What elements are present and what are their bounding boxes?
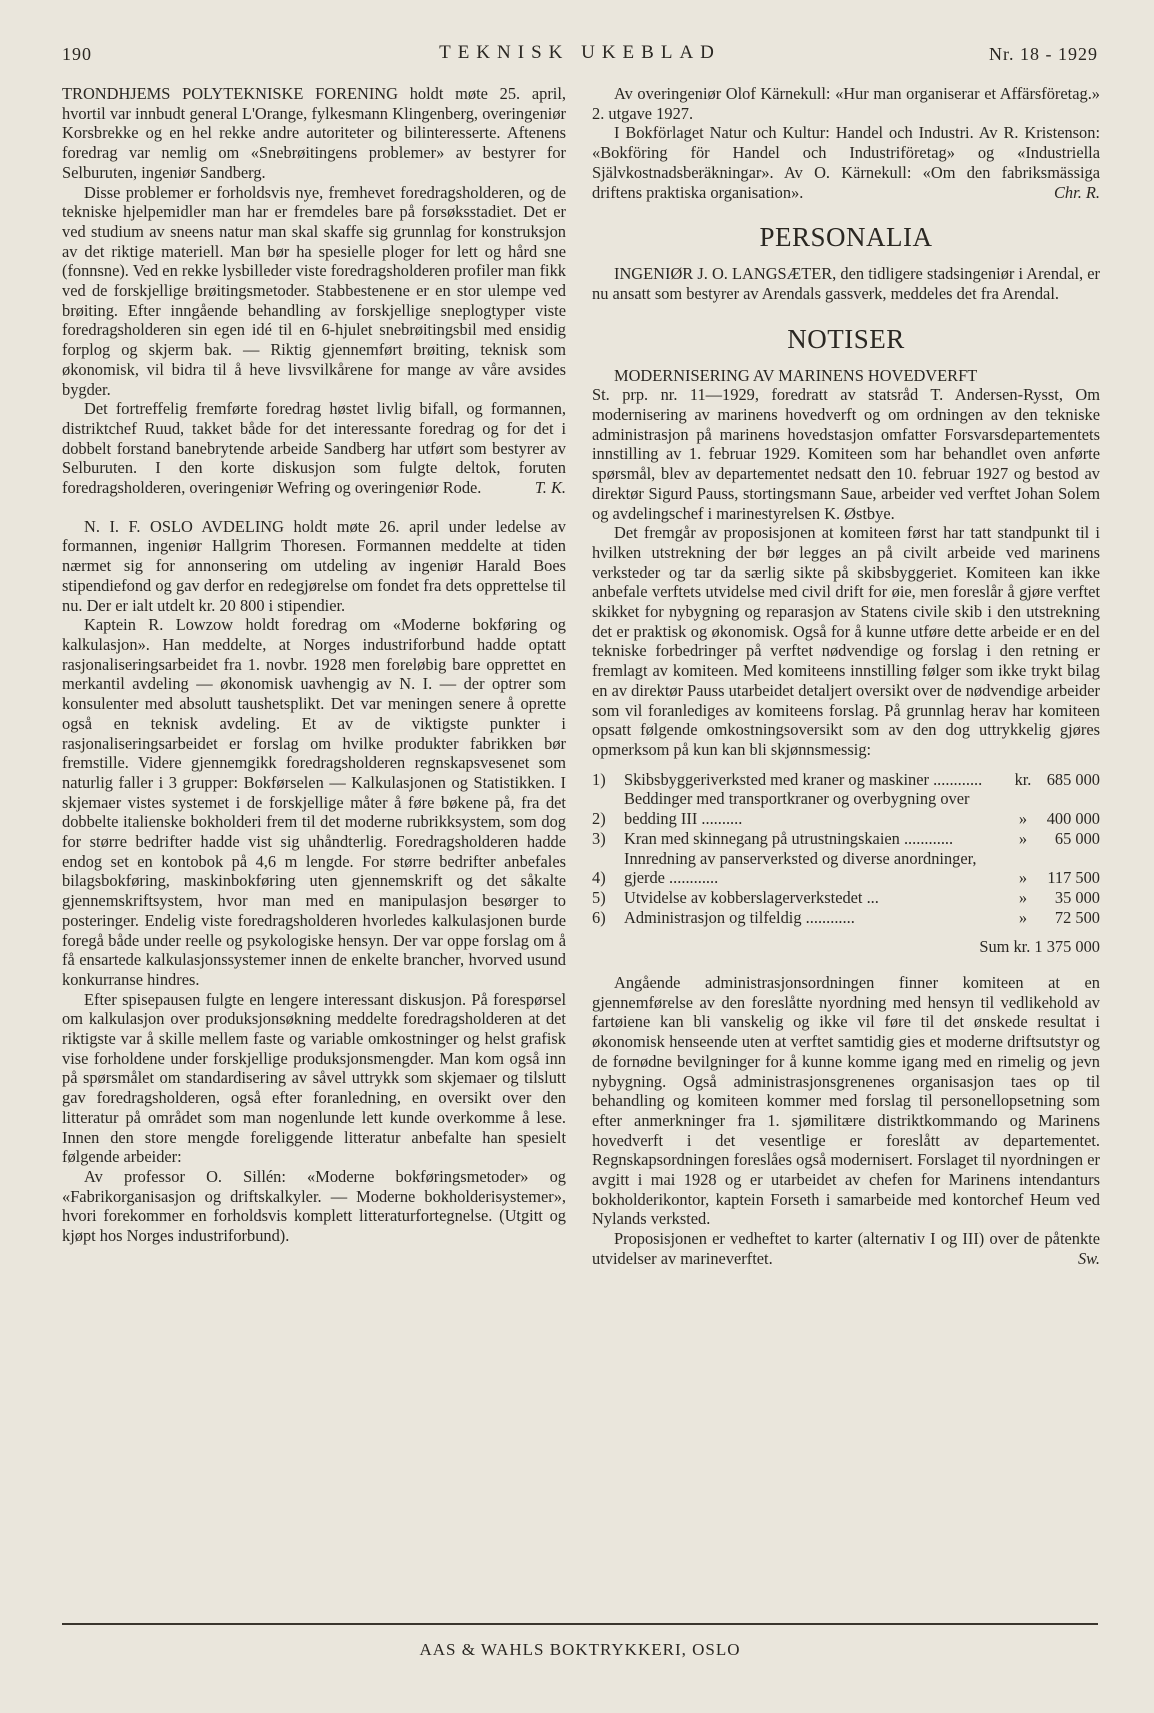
issue-number: Nr. 18 - 1929 — [989, 44, 1098, 64]
right-column — [592, 84, 1100, 1269]
article-paragraph: N. I. F. OSLO AVDELING holdt møte 26. april under ledelse av formannen, ingeniør Hallgrim Thoresen. Formannen meddelte at tiden nærmet sig for annonsering om utdeling av ingeniør Harald Boes stipendiefond og gav derfor en redegjørelse om fondet fra dets opprettelse til nu. Der er ialt utdelt kr. 20 800 i stipendier. — [62, 516, 566, 615]
cost-currency: » — [1018, 868, 1028, 888]
cost-number: 4) — [592, 868, 606, 888]
cost-description: Innredning av panserverksted og diverse anordninger, gjerde ............ — [624, 848, 977, 888]
article-paragraph: Det fremgår av proposisjonen at komiteen først har tatt standpunkt til i hvilken utstrekning der bør legges an på civilt arbeide ved marinens verksteder og tar da særlig sikte på skibsbyggeriet. Komiteen kan ikke anbefale verftets utvidelse med civil drift for øie, men foreslår å gjøre verftet skikket for nybygning og reparasjon av Statens civile skib i den utstrekning det er praktisk og økonomisk. Også for å kunne utføre dette arbeide er en del tekniske forbedringer på verftet nødvendige og forslag i den retning er fremlagt av komiteen. Med komiteens innstilling følger som ikke trykt bilag en av direktør Pauss utarbeidet detaljert oversikt over de nødvendige arbeider som vil foranlediges av komiteens forslag. På grunnlag herav har komiteen opsatt følgende omkostningsoversikt som av den dog uttrykkelig gjøres opmerksom på kun kan bli skjønnsmessig: — [592, 523, 1100, 759]
cost-description: Beddinger med transportkraner og overbygning over bedding III .......... — [624, 789, 970, 829]
left-column — [62, 84, 566, 1246]
cost-row — [592, 789, 1100, 828]
article-paragraph: St. prp. nr. 11—1929, foredratt av statsråd T. Andersen-Rysst, Om modernisering av marinens hovedverft og om ordningen av den tekniske administrasjon på marinens hovedstasjon omfatter Forsvarsdepartementets innstilling av 1. februar 1929. Komiteen som har behandlet oven anførte spørsmål, blev av departementet nedsatt den 10. februar 1927 og bestod av direktør Sigurd Pauss, stortingsmann Saue, arbeider ved verftet Johan Solem og avdelingschef i marinestyrelsen K. Østbye. — [592, 385, 1100, 523]
article-paragraph: Efter spisepausen fulgte en lengere interessant diskusjon. På forespørsel om kalkulasjon over produksjonsøkning meddelte foredragsholderen at det riktigste var å skille mellem faste og variable omkostninger og helst grafisk vise forholdene under forskjellige produksjonsmengder. Man kom også inn på spørsmålet om standardisering av såvel uttrykk som skjemaer og tilslutt gav foredragsholderen, også efter foranledning, en oversikt over den litteratur på området som man nogenlunde lett kunde overkomme å lese. Innen den store mengde foreliggende litteratur anbefalte han spesielt følgende arbeider: — [62, 989, 566, 1167]
footer-rule — [62, 1623, 1098, 1625]
cost-amount: 35 000 — [1054, 887, 1100, 907]
article-paragraph: INGENIØR J. O. LANGSÆTER, den tidligere stadsingeniør i Arendal, er nu ansatt som bestyrer av Arendals gassverk, meddeles det fra Arendal. — [592, 264, 1100, 303]
cost-description: Kran med skinnegang på utrustningskaien ............ — [624, 828, 954, 848]
page-number: 190 — [62, 44, 92, 64]
author-signature: T. K. — [534, 478, 566, 498]
article-paragraph: Disse problemer er forholdsvis nye, fremhevet foredragsholderen, og de tekniske hjelpemidler man har er fremdeles bare på forsøksstadiet. Det er ved studium av sneens natur man skal skaffe sig grunnlag for konstruksjon av det riktige materiell. Man bør ha spesielle ploger for lett og hård sne (fonnsne). Ved en rekke lysbilleder viste foredragsholderen profiler man fikk ved de forskjellige brøitingsmetoder. Stabbestenene er en stor ulempe ved brøiting. Efter inngående behandling av forskjellige sneplogtyper viste foredragsholderen sin egen idé til en 6-hjulet snebrøitingsbil med ensidig forplog og skjerm bak. — Riktig gjennemført brøiting, teknisk som økonomisk, vil bidra til å heve livsvilkårene for mange av våre avsides bygder. — [62, 182, 566, 399]
notice-title: MODERNISERING AV MARINENS HOVEDVERFT — [614, 365, 978, 385]
notiser-heading: NOTISER — [787, 323, 905, 354]
cost-amount: 400 000 — [1046, 809, 1100, 829]
personalia-heading: PERSONALIA — [759, 222, 933, 253]
running-header — [62, 40, 1098, 70]
cost-number: 3) — [592, 828, 606, 848]
cost-row — [592, 829, 1100, 849]
cost-currency: » — [1018, 809, 1028, 829]
cost-currency: » — [1018, 887, 1028, 907]
paragraph-text: Proposisjonen er vedheftet to karter (alternativ I og III) over de påtenkte utvidelser av marineverftet. — [592, 1229, 1100, 1268]
cost-currency: » — [1018, 907, 1028, 927]
cost-list — [592, 770, 1100, 928]
journal-title: TEKNISK UKEBLAD — [439, 42, 721, 63]
article-paragraph — [592, 123, 1100, 202]
cost-row — [592, 770, 1100, 790]
article-paragraph: Angående administrasjonsordningen finner komiteen at en gjennemførelse av den foreslåtte nyordning med hensyn til vedlikehold av fartøiene kan bli vanskelig og ikke vil føre til det ønskede resultat i økonomisk henseende uten at verftet samtidig gies et moderne driftsutstyr og de fornødne bevilgninger for å kunne komme igang med en rimelig og jevn nybygning. Også administrasjonsgrenenes organisasjon taes op til behandling og komiteen kommer med forslag til personellopsetning som efter anmerkninger fra 1. sjømilitære distriktkommando og Marinens hovedverft i det vesentlige er foreslått av departementet. Regnskapsordningen foreslåes også modernisert. Forslaget til nyordningen er avgitt i mai 1928 og er utarbeidet av chefen for Marinens intendanturs bokholderikontor, kaptein Forseth i samarbeide med kontorchef Heum ved Nylands verksted. — [592, 973, 1100, 1229]
cost-description: Utvidelse av kobberslagerverkstedet ... — [624, 887, 879, 907]
cost-description: Administrasjon og tilfeldig ............ — [624, 907, 855, 927]
cost-number: 2) — [592, 809, 606, 829]
cost-row — [592, 849, 1100, 888]
article-paragraph: Kaptein R. Lowzow holdt foredrag om «Moderne bokføring og kalkulasjon». Han meddelte, at Norges industriforbund hadde optatt rasjonaliseringsarbeidet fra 1. novbr. 1928 men foreløbig bare opprettet en merkantil avdeling — økonomisk uavhengig av N. I. — der optrer som konsulenter med absolutt taushetsplikt. Det var meningen senere å oprette også en teknisk avdeling. Et av de viktigste punkter i rasjonaliseringsarbeidet er forslag om hvilke produkter fabrikken bør fremstille. Videre gjennemgikk foredragsholderen regnskapsvesenet som naturlig faller i 3 grupper: Bokførselen — Kalkulasjonen og Statistikken. I skjemaer vistes systemet i de forskjellige måter å føre bøkene på, fra det dobbelte italienske bokholderi frem til det moderne rubrikksystem, som dog for større bedrifter hadde vist sig uhåndterlig. Foredragsholderen hadde endog set en kontobok på 4,6 m lengde. For større bedrifter anbefales bilagsbokføring, maskinbokføring uten gjennemskrift og det såkalte gjennemskriftsystem, hvor man med en manipulasjon besørger to posteringer. Endelig viste foredragsholderen hvorledes kalkulasjonen burde foregå både under reelle og psykologiske hensyn. Der var oppe forslag om å få ensartede kalkulasjonssystemer innen de enkelte brancher, hvorved usund konkurranse hindres. — [62, 615, 566, 989]
cost-currency: kr. — [1014, 769, 1032, 789]
paragraph-text: I Bokförlaget Natur och Kultur: Handel och Industri. Av R. Kristenson: «Bokföring för Handel och Industriföretag» og «Industriella Självkostnadsberäkningar». Av O. Kärnekull: «Om den fabriksmässiga driftens praktiska organisation». — [592, 123, 1100, 202]
printer-footer: AAS & WAHLS BOKTRYKKERI, OSLO — [419, 1640, 741, 1659]
article-paragraph — [592, 1229, 1100, 1268]
cost-number: 5) — [592, 887, 606, 907]
author-signature: Sw. — [1077, 1248, 1100, 1268]
cost-currency: » — [1018, 828, 1028, 848]
article-paragraph — [62, 399, 566, 498]
article-paragraph: Av professor O. Sillén: «Moderne bokføringsmetoder» og «Fabrikorganisasjon og driftskalkyler. — Moderne bokholderisystemer», hvori forekommer en forholdsvis komplett litteraturfortegnelse. (Utgitt og kjøpt hos Norges industriforbund). — [62, 1166, 566, 1246]
article-paragraph: TRONDHJEMS POLYTEKNISKE FORENING holdt møte 25. april, hvortil var innbudt general L'Orange, fylkesmann Klingenberg, overingeniør Korsbrekke og en hel rekke andre autoriteter og bilinteresserte. Aftenens foredrag var nemlig om «Snebrøitingens problemer» av bestyrer for Selburuten, ingeniør Sandberg. — [62, 84, 566, 182]
cost-amount: 72 500 — [1054, 907, 1100, 927]
cost-number: 1) — [592, 769, 606, 789]
cost-amount: 685 000 — [1046, 769, 1100, 789]
cost-description: Skibsbyggeriverksted med kraner og maskiner ............ — [624, 769, 983, 789]
author-signature: Chr. R. — [1054, 182, 1100, 202]
cost-row — [592, 908, 1100, 928]
cost-sum: Sum kr. 1 375 000 — [979, 937, 1100, 957]
article-paragraph: Av overingeniør Olof Kärnekull: «Hur man organiserar et Affärsföretag.» 2. utgave 1927. — [592, 84, 1100, 123]
cost-amount: 117 500 — [1047, 868, 1100, 888]
cost-amount: 65 000 — [1054, 828, 1100, 848]
paragraph-text: Det fortreffelig fremførte foredrag høstet livlig bifall, og formannen, distriktchef Ruud, takket både for det interessante foredrag og for det i dobbelt forstand banebrytende arbeide Sandberg har utført som bestyrer av Selburuten. I den korte diskusjon som fulgte deltok, foruten foredragsholderen, overingeniør Wefring og overingeniør Rode. — [62, 399, 566, 498]
cost-number: 6) — [592, 907, 606, 927]
cost-row — [592, 888, 1100, 908]
